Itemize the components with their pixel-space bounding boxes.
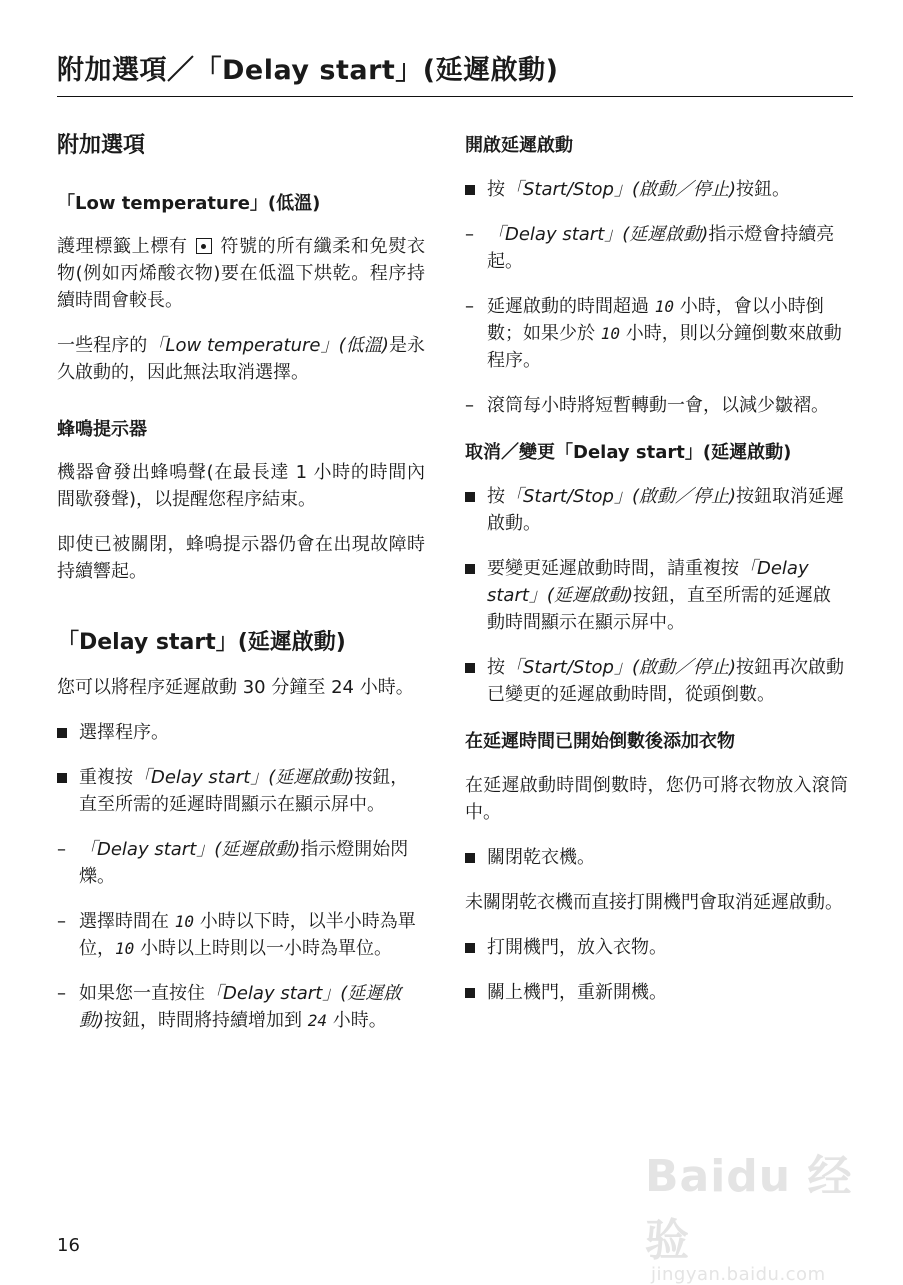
list-item: 選擇程序。 — [57, 719, 425, 746]
page-title: 附加選項／「Delay start」(延遲啟動) — [57, 55, 559, 86]
add-paragraph-1: 在延遲啟動時間倒數時，您仍可將衣物放入滾筒中。 — [465, 775, 848, 823]
bullet-square-icon — [465, 564, 475, 574]
bullet-square-icon — [465, 663, 475, 673]
dash-marker: – — [465, 395, 474, 416]
heading-add-laundry: 在延遲時間已開始倒數後添加衣物 — [465, 731, 735, 752]
bullet-square-icon — [465, 492, 475, 502]
list-item: – 「Delay start」(延遲啟動)指示燈會持續亮起。 — [465, 221, 848, 275]
buzzer-paragraph-1: 機器會發出蜂鳴聲(在最長達 1 小時的時間內間歇發聲)，以提醒您程序結束。 — [57, 462, 425, 510]
right-column — [465, 118, 848, 1006]
bullet-square-icon — [57, 773, 67, 783]
bullet-square-icon — [465, 988, 475, 998]
watermark-logo: Baidu 经验 — [645, 1151, 853, 1266]
list-item: 關閉乾衣機。 — [465, 844, 848, 871]
list-item: – 滾筒每小時將短暫轉動一會，以減少皺褶。 — [465, 392, 848, 419]
dash-marker: – — [465, 296, 474, 317]
list-item: 按「Start/Stop」(啟動／停止)按鈕取消延遲啟動。 — [465, 483, 848, 537]
delay-intro: 您可以將程序延遲啟動 30 分鐘至 24 小時。 — [57, 677, 414, 698]
low-temp-paragraph-2: 一些程序的「Low temperature」(低溫)是永久啟動的，因此無法取消選擇。 — [57, 335, 426, 383]
add-paragraph-2: 未關閉乾衣機而直接打開機門會取消延遲啟動。 — [465, 892, 843, 913]
dash-marker: – — [57, 839, 66, 860]
dash-marker: – — [57, 983, 66, 1004]
list-item: 按「Start/Stop」(啟動／停止)按鈕再次啟動已變更的延遲啟動時間，從頭倒數。 — [465, 654, 848, 708]
bullet-square-icon — [465, 185, 475, 195]
buzzer-paragraph-2: 即使已被關閉，蜂鳴提示器仍會在出現故障時持續響起。 — [57, 534, 425, 582]
section-title-delay-start: 「Delay start」(延遲啟動) — [57, 630, 346, 655]
dash-marker: – — [57, 911, 66, 932]
page-number: 16 — [57, 1235, 80, 1256]
list-item: – 如果您一直按住「Delay start」(延遲啟動)按鈕，時間將持續增加到 24 小時。 — [57, 980, 425, 1034]
left-column — [57, 118, 425, 1034]
heading-cancel-change-delay: 取消／變更「Delay start」(延遲啟動) — [465, 442, 792, 463]
low-temp-paragraph-1: 護理標籤上標有 符號的所有纖柔和免熨衣物(例如丙烯酸衣物)要在低溫下烘乾。程序持續時間會較長。 — [57, 236, 426, 311]
dryer-low-temp-symbol-icon — [196, 238, 212, 254]
list-item: 重複按「Delay start」(延遲啟動)按鈕，直至所需的延遲時間顯示在顯示屏中。 — [57, 764, 425, 818]
list-item: 按「Start/Stop」(啟動／停止)按鈕。 — [465, 176, 848, 203]
section-title-options: 附加選項 — [57, 133, 146, 158]
watermark-url: jingyan.baidu.com — [651, 1264, 826, 1285]
heading-low-temperature: 「Low temperature」(低溫) — [57, 193, 321, 214]
watermark — [645, 1140, 855, 1285]
list-item: 關上機門，重新開機。 — [465, 979, 848, 1006]
bullet-square-icon — [465, 853, 475, 863]
heading-enable-delay: 開啟延遲啟動 — [465, 135, 573, 156]
list-item: – 選擇時間在 10 小時以下時，以半小時為單位，10 小時以上時則以一小時為單位。 — [57, 908, 425, 962]
page-header — [57, 48, 853, 97]
list-item: 要變更延遲啟動時間，請重複按「Delay start」(延遲啟動)按鈕，直至所需的延遲啟動時間顯示在顯示屏中。 — [465, 555, 848, 636]
bullet-square-icon — [465, 943, 475, 953]
list-item: 打開機門，放入衣物。 — [465, 934, 848, 961]
heading-buzzer: 蜂鳴提示器 — [57, 419, 147, 440]
dash-marker: – — [465, 224, 474, 245]
list-item: – 延遲啟動的時間超過 10 小時，會以小時倒數；如果少於 10 小時，則以分鐘倒數來啟動程序。 — [465, 293, 848, 374]
list-item: – 「Delay start」(延遲啟動)指示燈開始閃爍。 — [57, 836, 425, 890]
bullet-square-icon — [57, 728, 67, 738]
